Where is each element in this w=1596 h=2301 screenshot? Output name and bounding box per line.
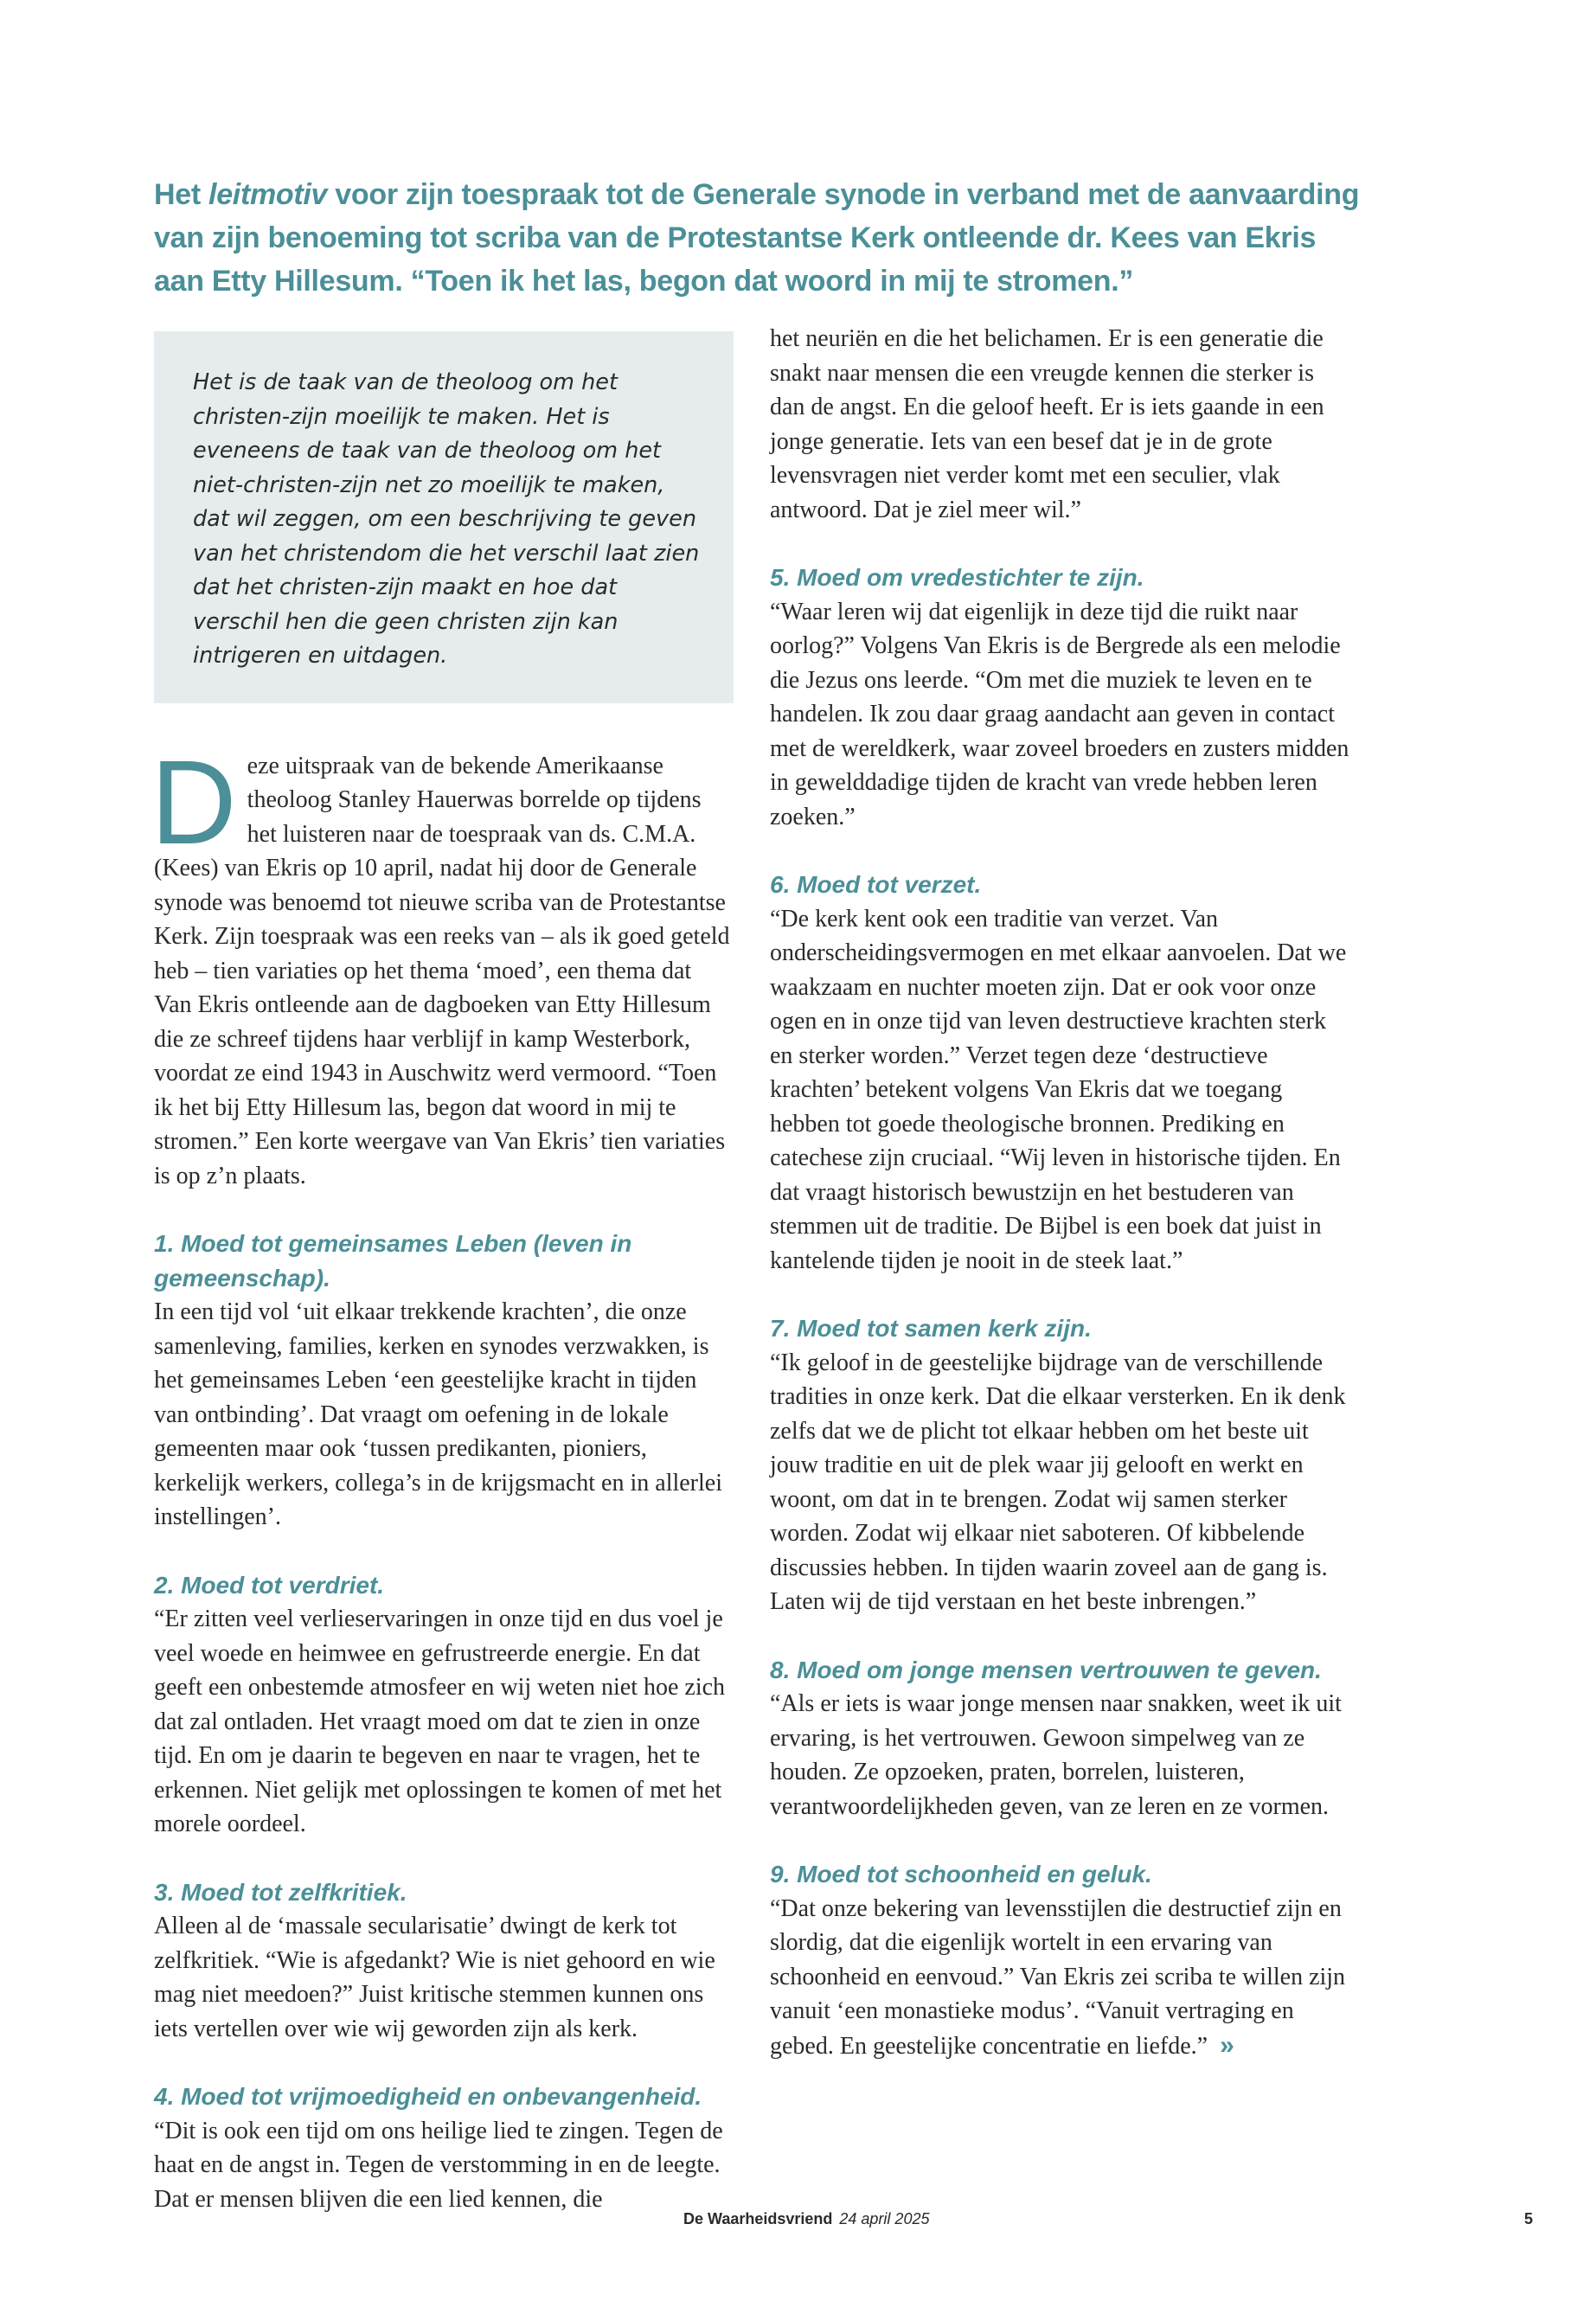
section-body: “Ik geloof in de geestelijke bijdrage van de verschillende tradities in onze kerk. Dat die elkaar versterken. En ik denk zelfs dat we de plicht tot elkaar hebben om het beste uit jouw traditie en uit de plek waar jij gelooft en werkt en woont, om dat in te brengen. Zodat wij samen sterker worden. Zodat wij elkaar niet saboteren. Of kibbelende discussies hebben. In tijden waarin zoveel aan de gang is. Laten wij de tijd verstaan en het beste inbrengen.” (770, 1349, 1346, 1615)
section-heading: 5. Moed om vredestichter te zijn. (770, 564, 1144, 591)
continuation-paragraph: het neuriën en die het belichamen. Er is een generatie die snakt naar mensen die een vreugde kennen die sterker is dan de angst. En die geloof heeft. Er is iets gaande in een jonge generatie. Iets van een besef dat je in de grote levensvragen niet verder komt met een seculier, vlak antwoord. Dat je ziel meer wil.” (770, 325, 1324, 523)
section-heading: 1. Moed tot gemeinsames Leben (leven in gemeenschap). (154, 1230, 632, 1292)
section-heading: 6. Moed tot verzet. (770, 871, 982, 898)
drop-cap: D (151, 735, 237, 869)
section-body: “Dit is ook een tijd om ons heilige lied te zingen. Tegen de haat en de angst in. Tegen de verstomming in en de leegte. Dat er mensen blijven die een lied kennen, die (154, 2117, 723, 2213)
section-body: “Waar leren wij dat eigenlijk in deze tijd die ruikt naar oorlog?” Volgens Van Ekris is de Bergrede als een melodie die Jezus ons leerde. “Om met die muziek te leven en te handelen. Ik zou daar graag aandacht aan geven in contact met de wereldkerk, waar zoveel broeders en zusters midden in gewelddadige tijden de kracht van vrede hebben leren zoeken.” (770, 598, 1349, 830)
opening-text: eze uitspraak van de bekende Amerikaanse theoloog Stanley Hauerwas borrelde op tijdens het luisteren naar de toespraak van ds. C.M.A. (Kees) van Ekris op 10 april, nadat hij door de Generale synode was benoemd tot nieuwe scriba van de Protestantse Kerk. Zijn toespraak was een reeks van – als ik goed geteld heb – tien variaties op het thema ‘moed’, een thema dat Van Ekris ontleende aan de dagboeken van Etty Hillesum die ze schreef tijdens haar verblijf in kamp Westerbork, voordat ze eind 1943 in Auschwitz werd vermoord. “Toen ik het bij Etty Hillesum las, begon dat woord in mij te stromen.” Een korte weergave van Van Ekris’ tien variaties is op z’n plaats. (154, 752, 730, 1189)
pull-quote: Het is de taak van de theoloog om het christen-zijn moeilijk te maken. Het is eveneens de taak van de theoloog om het niet-christen-zijn net zo moeilijk te maken, dat wil zeggen, om een beschrijving te geven van het christendom die het verschil laat zien dat het christen-zijn maakt en hoe dat verschil hen die geen christen zijn kan intrigeren en uitdagen. (154, 331, 734, 703)
section-heading: 4. Moed tot vrijmoedigheid en onbevangenheid. (154, 2083, 702, 2110)
intro-lead (154, 173, 1365, 303)
section-body: “De kerk kent ook een traditie van verzet. Van onderscheidingsvermogen en met elkaar aanvoelen. Dat we waakzaam en nuchter moeten zijn. Dat er ook voor onze ogen en in onze tijd van leven destructieve krachten sterk en sterker worden.” Verzet tegen deze ‘destructieve krachten’ betekent volgens Van Ekris dat we toegang hebben tot goede theologische bronnen. Prediking en catechese zijn cruciaal. “Wij leven in historische tijden. En dat vraagt historisch bewustzijn en het bestuderen van stemmen uit de traditie. De Bijbel is een boek dat juist in kantelende tijden je nooit in de steek laat.” (770, 905, 1347, 1274)
page-number: 5 (1524, 2210, 1534, 2227)
section-heading: 9. Moed tot schoonheid en geluk. (770, 1861, 1152, 1888)
opening-paragraph (151, 735, 734, 1194)
intro-part-1: Het (154, 178, 209, 211)
intro-part-2: voor zijn toespraak tot de Generale synode in verband met de aanvaarding van zijn benoeming tot scriba van de Protestantse Kerk ontleende dr. Kees van Ekris aan Etty Hillesum. “Toen ik het las, begon dat woord in mij te stromen.” (154, 178, 1360, 298)
continue-arrow-icon: » (1220, 2030, 1234, 2060)
section-heading: 2. Moed tot verdriet. (154, 1571, 385, 1599)
section-body (770, 1892, 1349, 2064)
section-body: “Er zitten veel verlieservaringen in onze tijd en dus voel je veel woede en heimwee en gefrustreerde energie. En dat geeft een onbestemde atmosfeer en wij weten niet hoe zich dat zal ontladen. Het vraagt moed om dat te zien in onze tijd. En om je daarin te begeven en naar te vragen, het te erkennen. Niet gelijk met oplossingen te komen of met het morele oordeel. (154, 1606, 726, 1837)
footer-publication (683, 2210, 929, 2228)
intro-italic-word: leitmotiv (208, 178, 328, 211)
right-column (770, 322, 1349, 2063)
left-column (151, 322, 734, 2216)
section-body: In een tijd vol ‘uit elkaar trekkende krachten’, die onze samenleving, families, kerken en synodes verzwakken, is het gemeinsames Leben ‘een geestelijke kracht in tijden van ontbinding’. Dat vraagt om oefening in de lokale gemeenten maar ook ‘tussen predikanten, pioniers, kerkelijk werkers, collega’s in de krijgsmacht en in allerlei instellingen’. (154, 1298, 722, 1530)
section-body-text: “Dat onze bekering van levensstijlen die destructief zijn en slordig, dat die eigenlijk wortelt in een ervaring van schoonheid en eenvoud.” Van Ekris zei scriba te willen zijn vanuit ‘een monastieke modus’. “Vanuit vertraging en gebed. En geestelijke concentratie en liefde.” (770, 1894, 1346, 2060)
section-heading: 8. Moed om jonge mensen vertrouwen te geven. (770, 1656, 1322, 1683)
publication-name: De Waarheidsvriend (683, 2210, 833, 2227)
publication-date: 24 april 2025 (839, 2210, 930, 2227)
section-body: Alleen al de ‘massale secularisatie’ dwingt de kerk tot zelfkritiek. “Wie is afgedankt? Wie is niet gehoord en wie mag niet meedoen?” Juist kritische stemmen kunnen ons iets vertellen over wie wij geworden zijn als kerk. (154, 1913, 715, 2042)
section-heading: 7. Moed tot samen kerk zijn. (770, 1315, 1092, 1342)
section-body: “Als er iets is waar jonge mensen naar snakken, weet ik uit ervaring, is het vertrouwen. Gewoon simpelweg van ze houden. Ze opzoeken, praten, borrelen, luisteren, verantwoordelijkheden geven, van ze leren en ze vormen. (770, 1690, 1342, 1820)
section-heading: 3. Moed tot zelfkritiek. (154, 1878, 407, 1906)
